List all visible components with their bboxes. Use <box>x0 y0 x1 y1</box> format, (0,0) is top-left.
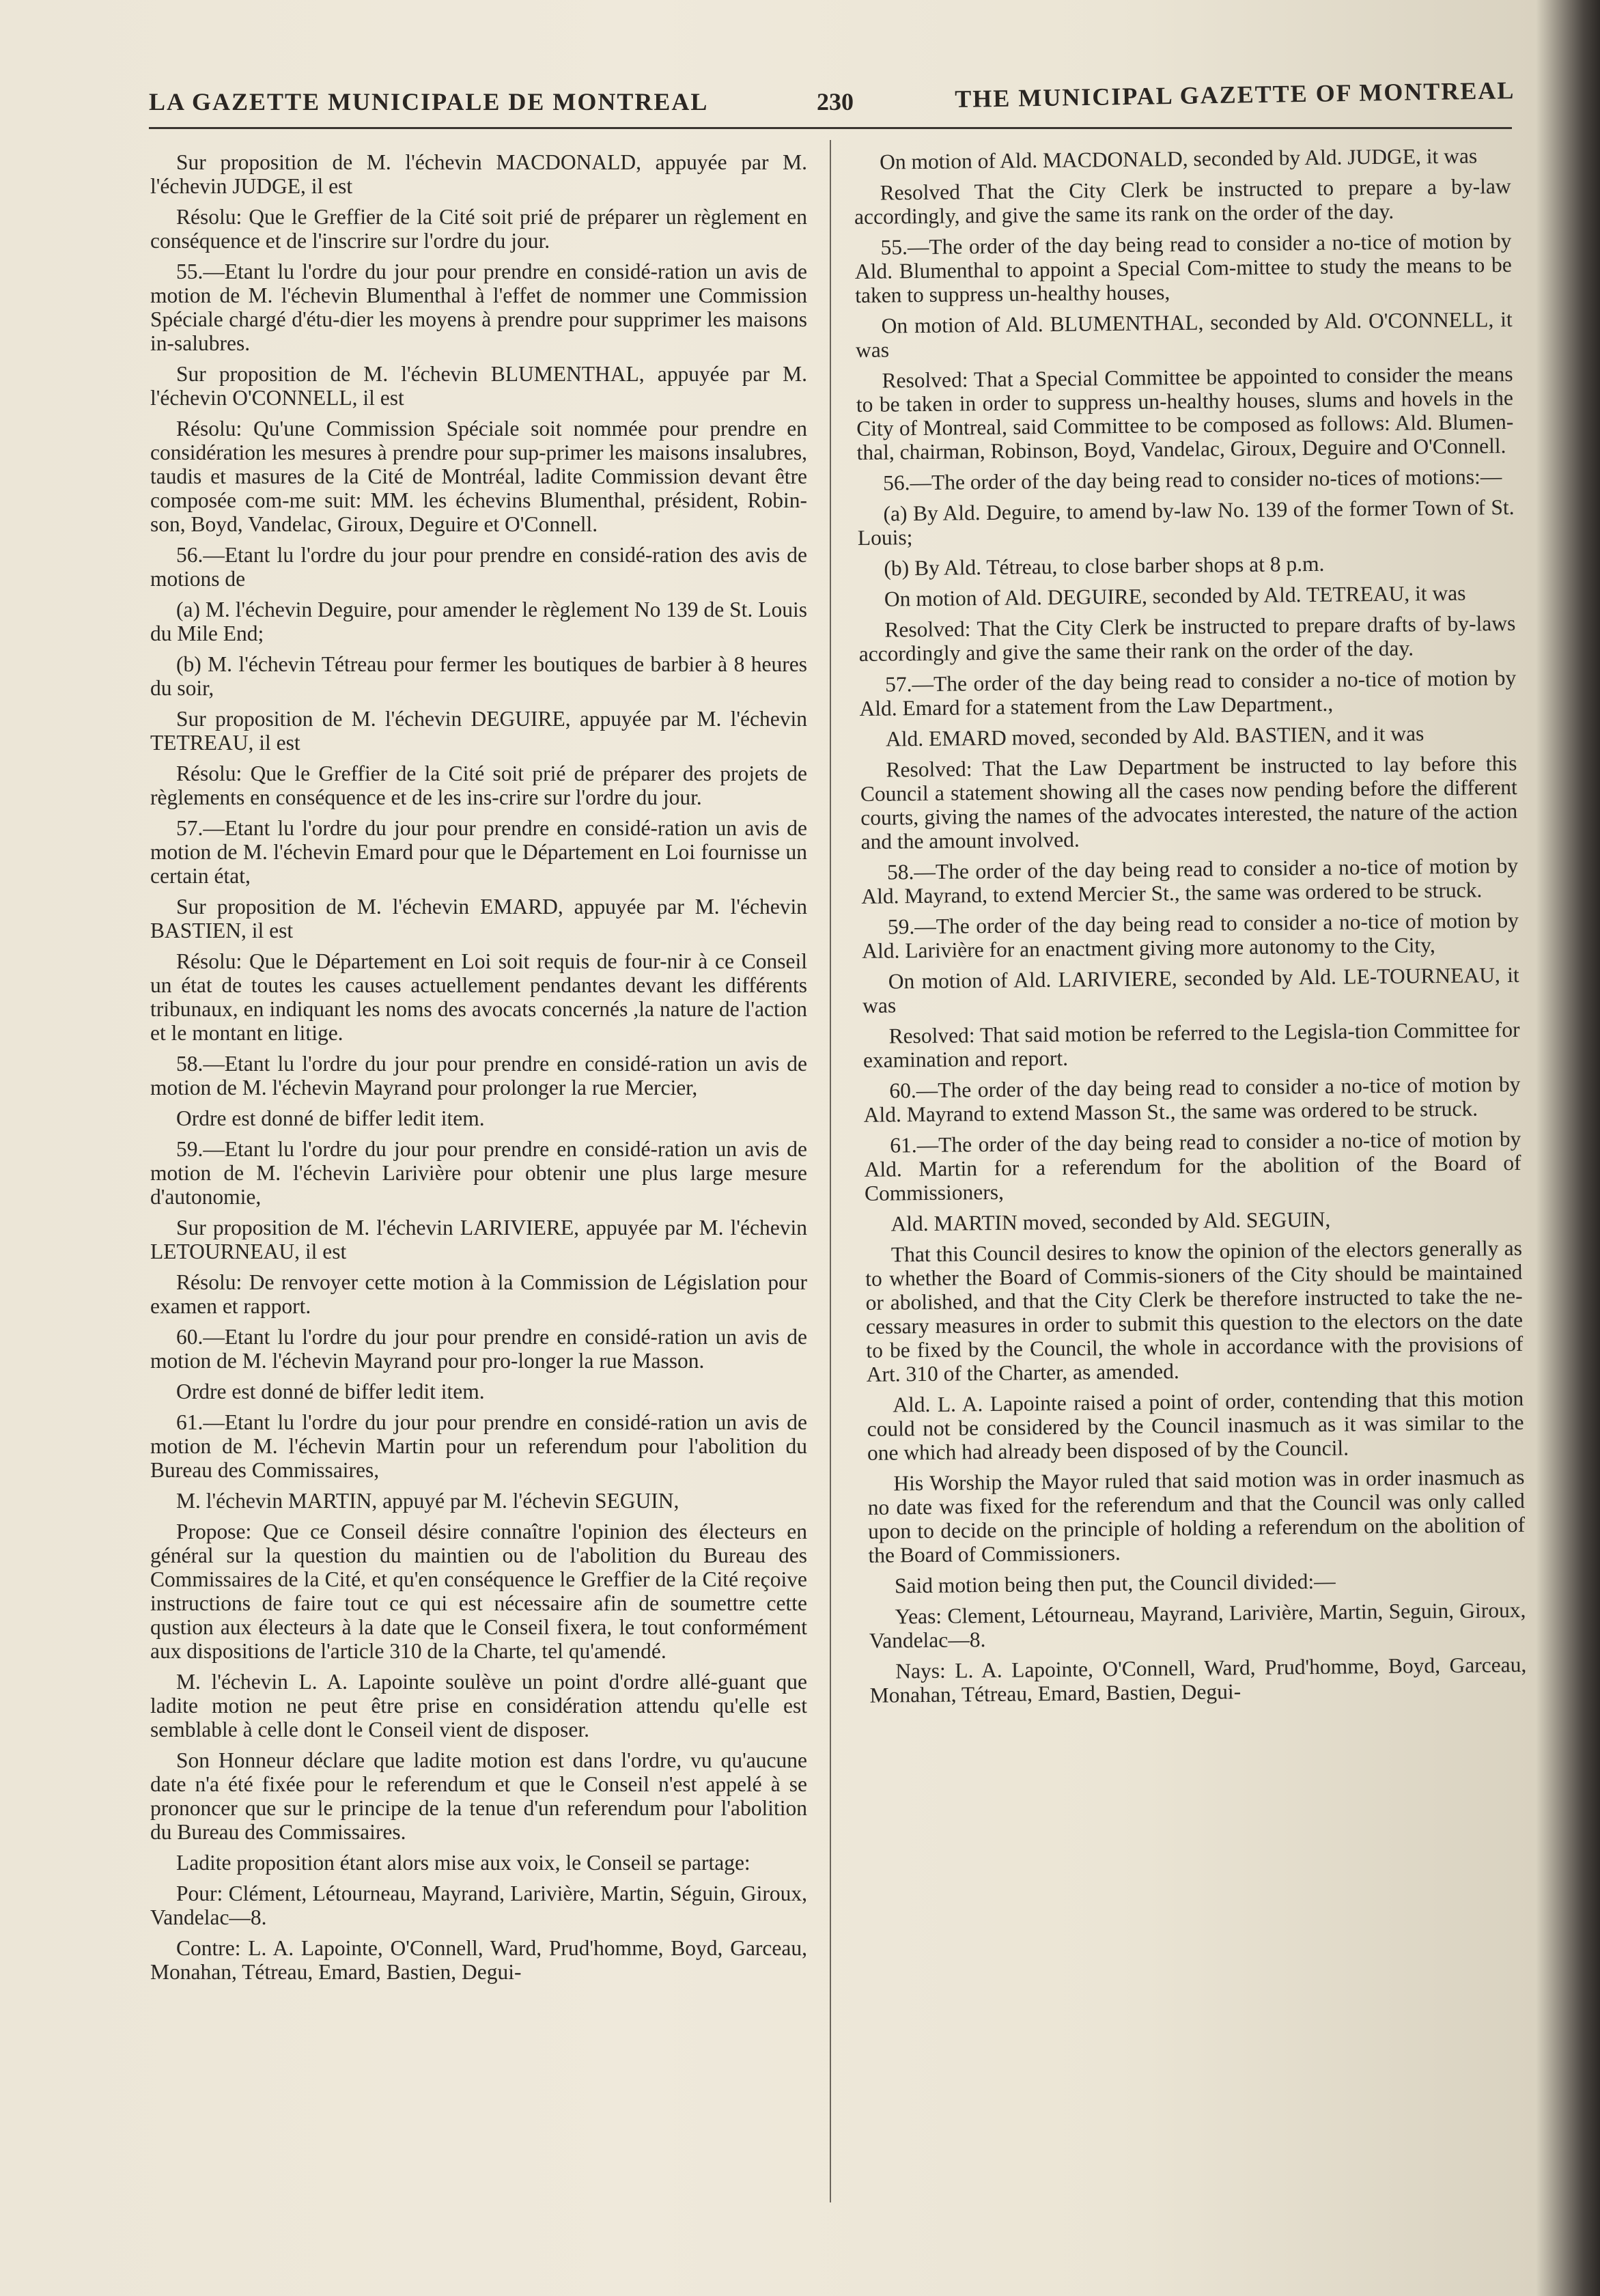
english-paragraph: Resolved: That the Law Department be instructed to lay before this Council a statement showing all the cases now pending before the different courts, giving the names of the advocates interested, the nature of the action and the amount involved. <box>860 751 1518 854</box>
french-paragraph: Résolu: Que le Greffier de la Cité soit prié de préparer un règlement en conséquence et de l'inscrire sur l'ordre du jour. <box>150 205 807 253</box>
french-paragraph: Pour: Clément, Létourneau, Mayrand, Larivière, Martin, Séguin, Giroux, Vandelac—8. <box>150 1881 807 1929</box>
french-paragraph: Contre: L. A. Lapointe, O'Connell, Ward, Prud'homme, Boyd, Garceau, Monahan, Tétreau, Emard, Bastien, Degui- <box>150 1936 807 1984</box>
french-paragraph: 60.—Etant lu l'ordre du jour pour prendre en considé-ration un avis de motion de M. l'échevin Mayrand pour pro-longer la rue Masson. <box>150 1325 807 1373</box>
french-paragraph: 57.—Etant lu l'ordre du jour pour prendre en considé-ration un avis de motion de M. l'échevin Emard pour que le Département en Loi fournisse un certain état, <box>150 816 807 888</box>
header-french-title: LA GAZETTE MUNICIPALE DE MONTREAL <box>149 88 709 115</box>
english-paragraph: Yeas: Clement, Létourneau, Mayrand, Larivière, Martin, Seguin, Giroux, Vandelac—8. <box>869 1597 1526 1653</box>
english-paragraph: On motion of Ald. BLUMENTHAL, seconded by Ald. O'CONNELL, it was <box>855 307 1513 362</box>
english-paragraph: Said motion being then put, the Council divided:— <box>894 1569 1336 1598</box>
page-number: 230 <box>817 88 854 115</box>
english-paragraph: Nays: L. A. Lapointe, O'Connell, Ward, Prud'homme, Boyd, Garceau, Monahan, Tétreau, Emard, Bastien, Degui- <box>869 1652 1527 1707</box>
french-paragraph: 55.—Etant lu l'ordre du jour pour prendre en considé-ration un avis de motion de M. l'échevin Blumenthal à l'effet de nommer une Commission Spéciale chargé d'étu-dier les moyens à prendre pour supprimer les maisons in-salubres. <box>150 260 807 355</box>
column-divider <box>830 140 831 2202</box>
english-paragraph: 59.—The order of the day being read to consider a no-tice of motion by Ald. Larivière for an enactment giving more autonomy to the City, <box>862 908 1519 963</box>
french-paragraph: Propose: Que ce Conseil désire connaître l'opinion des électeurs en général sur la question du maintien ou de l'abolition du Bureau des Commissaires de la Cité, et qu'en conséquence le Greffier de la Cité reçoive instructions de faire tout ce qui est nécessaire afin de soumettre cette qustion aux électeurs à la date que le Conseil fixera, le tout conformément aux dispositions de l'article 310 de la Charte, tel qu'amendé. <box>150 1520 807 1663</box>
header-english-title: THE MUNICIPAL GAZETTE OF MONTREAL <box>955 76 1515 113</box>
english-paragraph: Ald. EMARD moved, seconded by Ald. BASTIEN, and it was <box>885 721 1424 751</box>
french-paragraph: Sur proposition de M. l'échevin LARIVIERE, appuyée par M. l'échevin LETOURNEAU, il est <box>150 1216 807 1263</box>
french-column <box>150 150 807 2213</box>
french-paragraph: Ladite proposition étant alors mise aux voix, le Conseil se partage: <box>176 1851 750 1875</box>
english-paragraph: Resolved: That said motion be referred to the Legisla-tion Committee for examination and report. <box>862 1017 1520 1072</box>
french-paragraph: Son Honneur déclare que ladite motion est dans l'ordre, vu qu'aucune date n'a été fixée pour le referendum et que le Conseil n'est appelé à se prononcer que sur le principe de la tenue d'un referendum pour l'abolition du Bureau des Commissaires. <box>150 1748 807 1844</box>
french-paragraph: 61.—Etant lu l'ordre du jour pour prendre en considé-ration un avis de motion de M. l'échevin Martin pour un referendum pour l'abolition du Bureau des Commissaires, <box>150 1410 807 1482</box>
french-paragraph: 59.—Etant lu l'ordre du jour pour prendre en considé-ration un avis de motion de M. l'échevin Larivière pour obtenir une plus large mesure d'autonomie, <box>150 1137 807 1209</box>
french-paragraph: M. l'échevin MARTIN, appuyé par M. l'échevin SEGUIN, <box>176 1489 679 1513</box>
french-paragraph: Résolu: Que le Greffier de la Cité soit prié de préparer des projets de règlements en conséquence et de les ins-crire sur l'ordre du jour. <box>150 761 807 809</box>
english-paragraph: Resolved That the City Clerk be instructed to prepare a by-law accordingly, and give the same its rank on the order of the day. <box>854 173 1511 229</box>
english-paragraph: Ald. MARTIN moved, seconded by Ald. SEGUIN, <box>890 1207 1331 1236</box>
french-paragraph: Ordre est donné de biffer ledit item. <box>176 1106 485 1130</box>
english-paragraph: On motion of Ald. LARIVIERE, seconded by Ald. LE-TOURNEAU, it was <box>862 962 1519 1018</box>
french-paragraph: Sur proposition de M. l'échevin MACDONALD, appuyée par M. l'échevin JUDGE, il est <box>150 150 807 198</box>
french-paragraph: Résolu: De renvoyer cette motion à la Commission de Législation pour examen et rapport. <box>150 1270 807 1318</box>
french-paragraph: Sur proposition de M. l'échevin BLUMENTHAL, appuyée par M. l'échevin O'CONNELL, il est <box>150 362 807 410</box>
english-paragraph: His Worship the Mayor ruled that said motion was in order inasmuch as no date was fixed for the referendum and that the Council was only called upon to decide on the principle of holding a referendum on the abolition of the Board of Commissioners. <box>867 1464 1526 1567</box>
english-paragraph: (a) By Ald. Deguire, to amend by-law No. 139 of the former Town of St. Louis; <box>857 494 1515 550</box>
english-paragraph: 60.—The order of the day being read to consider a no-tice of motion by Ald. Mayrand to extend Masson St., the same was ordered to be struck. <box>863 1072 1521 1127</box>
english-paragraph: Ald. L. A. Lapointe raised a point of order, contending that this motion could not be considered by the Council inasmuch as it was similar to the one which had already been disposed of by the Council. <box>867 1386 1524 1465</box>
english-paragraph: 58.—The order of the day being read to consider a no-tice of motion by Ald. Mayrand, to extend Mercier St., the same was ordered to be struck. <box>861 853 1519 908</box>
english-paragraph: Resolved: That the City Clerk be instructed to prepare drafts of by-laws accordingly and give the same their rank on the order of the day. <box>858 611 1516 666</box>
english-paragraph: 55.—The order of the day being read to consider a no-tice of motion by Ald. Blumenthal to appoint a Special Com-mittee to study the means to be taken to suppress un-healthy houses, <box>854 228 1512 307</box>
english-paragraph: 61.—The order of the day being read to consider a no-tice of motion by Ald. Martin for a referendum for the abolition of the Board of Commissioners, <box>864 1126 1521 1205</box>
french-paragraph: Sur proposition de M. l'échevin EMARD, appuyée par M. l'échevin BASTIEN, il est <box>150 895 807 942</box>
english-paragraph: 56.—The order of the day being read to consider no-tices of motions:— <box>882 464 1502 495</box>
french-paragraph: 58.—Etant lu l'ordre du jour pour prendre en considé-ration un avis de motion de M. l'échevin Mayrand pour prolonger la rue Mercier, <box>150 1052 807 1100</box>
english-paragraph: 57.—The order of the day being read to consider a no-tice of motion by Ald. Emard for a statement from the Law Department., <box>859 665 1517 720</box>
french-paragraph: (a) M. l'échevin Deguire, pour amender le règlement No 139 de St. Louis du Mile End; <box>150 598 807 645</box>
page-header <box>0 76 1600 128</box>
french-paragraph: Résolu: Que le Département en Loi soit requis de four-nir à ce Conseil un état de toutes les causes actuellement pendantes devant les différents tribunaux, en indiquant les noms des avocats concernés ,la nature de l'action et le montant en litige. <box>150 949 807 1045</box>
english-paragraph: (b) By Ald. Tétreau, to close barber shops at 8 p.m. <box>884 551 1325 580</box>
english-paragraph: That this Council desires to know the opinion of the electors generally as to whether the Board of Commis-sioners of the City should be maintained or abolished, and that the City Clerk be therefore instructed to take the ne-cessary measures in order to submit this question to the electors on the date to be fixed by the Council, the whole in accordance with the provisions of Art. 310 of the Charter, as amended. <box>865 1235 1524 1386</box>
french-paragraph: 56.—Etant lu l'ordre du jour pour prendre en considé-ration des avis de motions de <box>150 543 807 591</box>
french-paragraph: Sur proposition de M. l'échevin DEGUIRE, appuyée par M. l'échevin TETREAU, il est <box>150 707 807 755</box>
french-paragraph: M. l'échevin L. A. Lapointe soulève un point d'ordre allé-guant que ladite motion ne peut être prise en considération attendu qu'elle est semblable à celle dont le Conseil vient de disposer. <box>150 1670 807 1741</box>
header-rule <box>149 127 1512 129</box>
french-paragraph: Ordre est donné de biffer ledit item. <box>176 1380 485 1403</box>
french-paragraph: Résolu: Qu'une Commission Spéciale soit nommée pour prendre en considération les mesures à prendre pour sup-primer les maisons insalubres, taudis et masures de la Cité de Montréal, ladite Commission devant être composée com-me suit: MM. les échevins Blumenthal, président, Robin-son, Boyd, Vandelac, Giroux, Deguire et O'Connell. <box>150 417 807 536</box>
english-paragraph: On motion of Ald. DEGUIRE, seconded by Ald. TETREAU, it was <box>884 580 1466 611</box>
english-column <box>854 143 1532 2213</box>
french-paragraph: (b) M. l'échevin Tétreau pour fermer les boutiques de barbier à 8 heures du soir, <box>150 652 807 700</box>
english-paragraph: On motion of Ald. MACDONALD, seconded by Ald. JUDGE, it was <box>879 143 1478 174</box>
english-paragraph: Resolved: That a Special Committee be appointed to consider the means to be taken in order to suppress un-healthy houses, slums and hovels in the City of Montreal, said Committee to be composed as follows: Ald. Blumen-thal, chairman, Robinson, Boyd, Vandelac, Giroux, Deguire and O'Connell. <box>856 361 1514 464</box>
